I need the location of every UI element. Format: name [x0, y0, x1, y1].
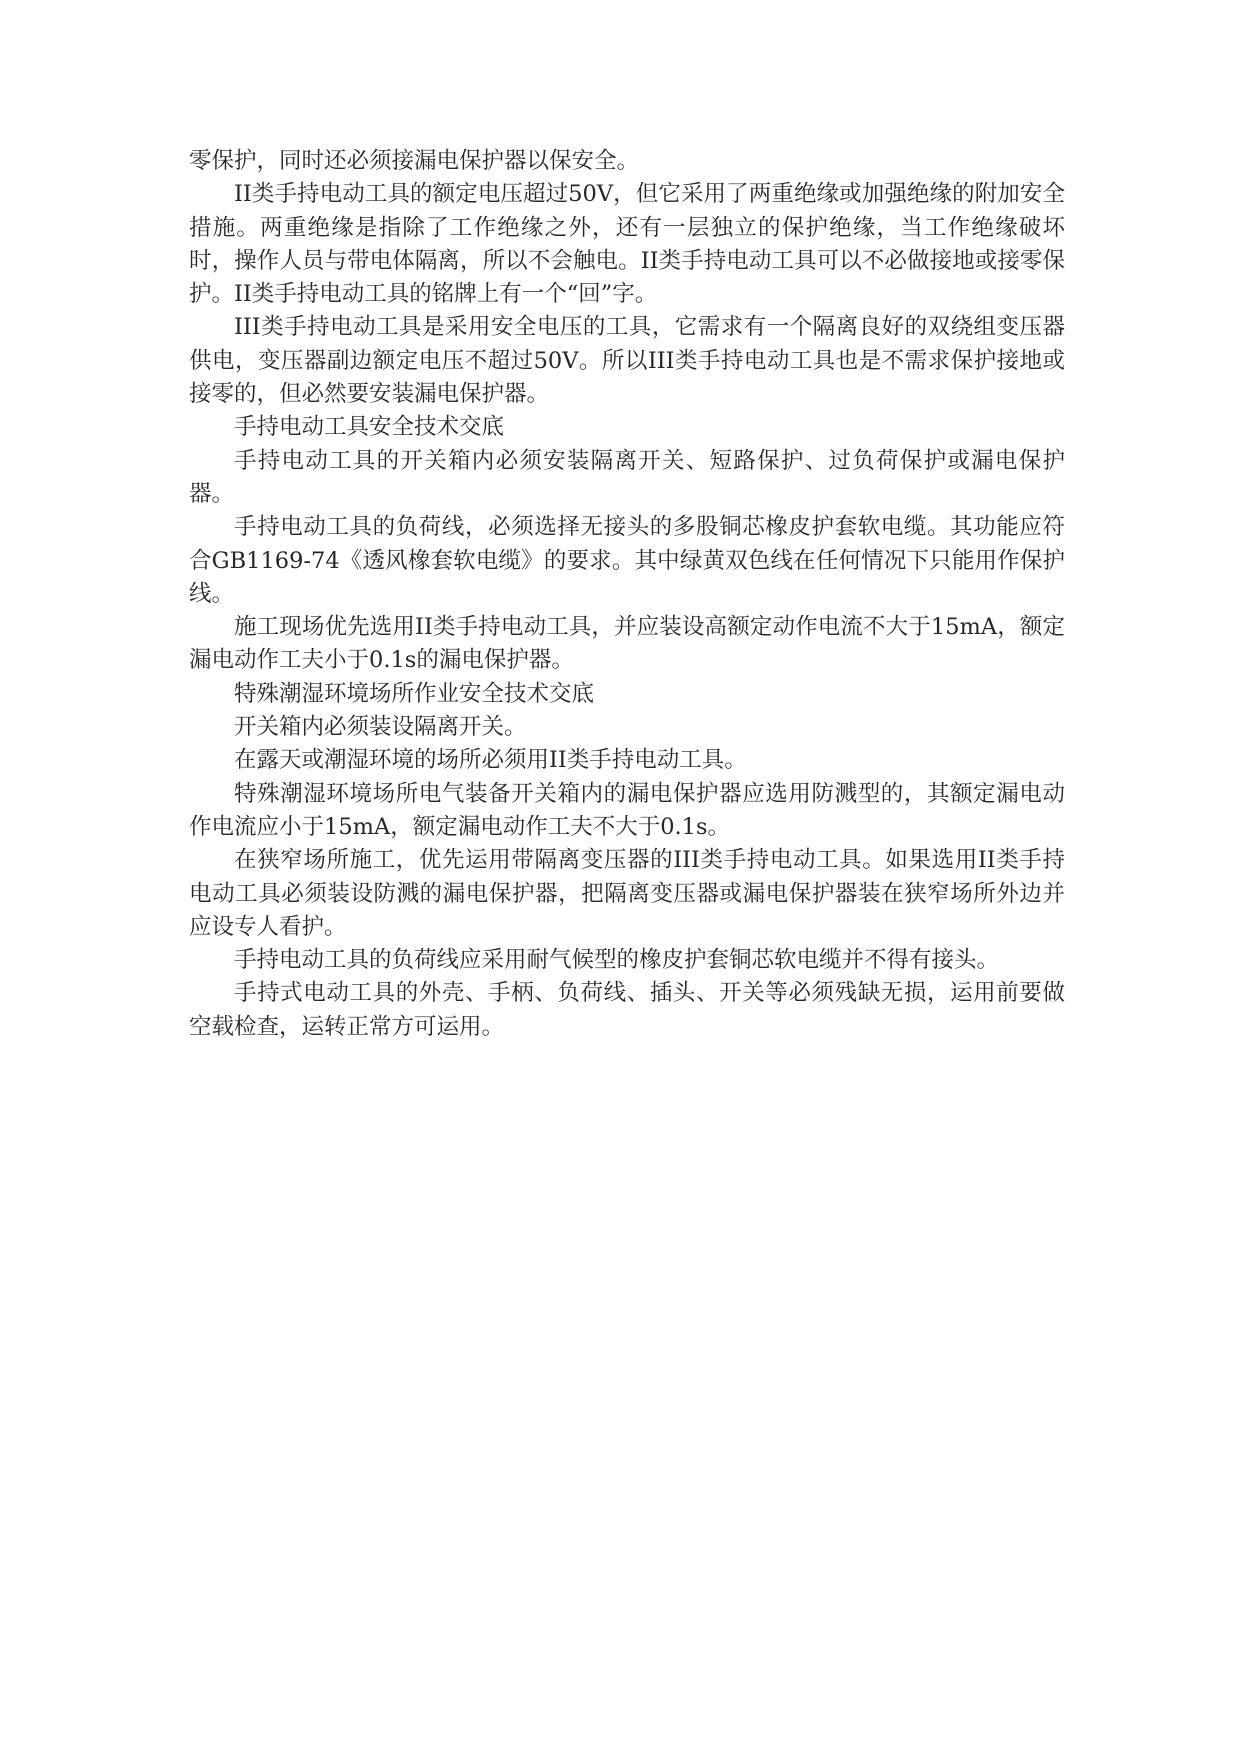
paragraph-open-air: 在露天或潮湿环境的场所必须用II类手持电动工具。 — [234, 747, 747, 774]
paragraph-continuation: 零保护，同时还必须接漏电保护器以保安全。 — [189, 148, 640, 174]
paragraph-load-cable: 手持电动工具的负荷线，必须选择无接头的多股铜芯橡皮护套软电缆。其功能应符合GB1169-74《透风橡套软电缆》的要求。其中绿黄双色线在任何情况下只能用作保护线。 — [189, 514, 1065, 607]
section-heading-handheld-tools: 手持电动工具安全技术交底 — [234, 414, 505, 441]
paragraph-site-selection: 施工现场优先选用II类手持电动工具，并应装设高额定动作电流不大于15mA，额定漏电动作工夫小于0.1s的漏电保护器。 — [189, 614, 1065, 674]
paragraph-splash-proof: 特殊潮湿环境场所电气装备开关箱内的漏电保护器应选用防溅型的，其额定漏电动作电流应小于15mA，额定漏电动作工夫不大于0.1s。 — [189, 780, 1065, 840]
section-heading-humid-environment: 特殊潮湿环境场所作业安全技术交底 — [234, 680, 595, 707]
paragraph-narrow-space: 在狭窄场所施工，优先运用带隔离变压器的III类手持电动工具。如果选用II类手持电动工具必须装设防溅的漏电保护器，把隔离变压器或漏电保护器装在狭窄场所外边并应设专人看护。 — [189, 847, 1065, 940]
paragraph-switch-box: 手持电动工具的开关箱内必须安装隔离开关、短路保护、过负荷保护或漏电保护器。 — [189, 447, 1065, 507]
paragraph-weatherproof-cable: 手持电动工具的负荷线应采用耐气候型的橡皮护套铜芯软电缆并不得有接头。 — [234, 947, 1000, 974]
paragraph-inspection: 手持式电动工具的外壳、手柄、负荷线、插头、开关等必须残缺无损，运用前要做空载检查，运转正常方可运用。 — [189, 980, 1065, 1040]
paragraph-isolation-switch: 开关箱内必须装设隔离开关。 — [234, 714, 527, 741]
paragraph-class-ii-tools: II类手持电动工具的额定电压超过50V，但它采用了两重绝缘或加强绝缘的附加安全措施。两重绝缘是指除了工作绝缘之外，还有一层独立的保护绝缘，当工作绝缘破坏时，操作人员与带电体隔离，所以不会触电。II类手持电动工具可以不必做接地或接零保护。II类手持电动工具的铭牌上有一个“回”字。 — [189, 181, 1065, 308]
paragraph-class-iii-tools: III类手持电动工具是采用安全电压的工具，它需求有一个隔离良好的双绕组变压器供电，变压器副边额定电压不超过50V。所以III类手持电动工具也是不需求保护接地或接零的，但必然要安装漏电保护器。 — [189, 314, 1065, 408]
document-body — [189, 145, 1065, 1044]
